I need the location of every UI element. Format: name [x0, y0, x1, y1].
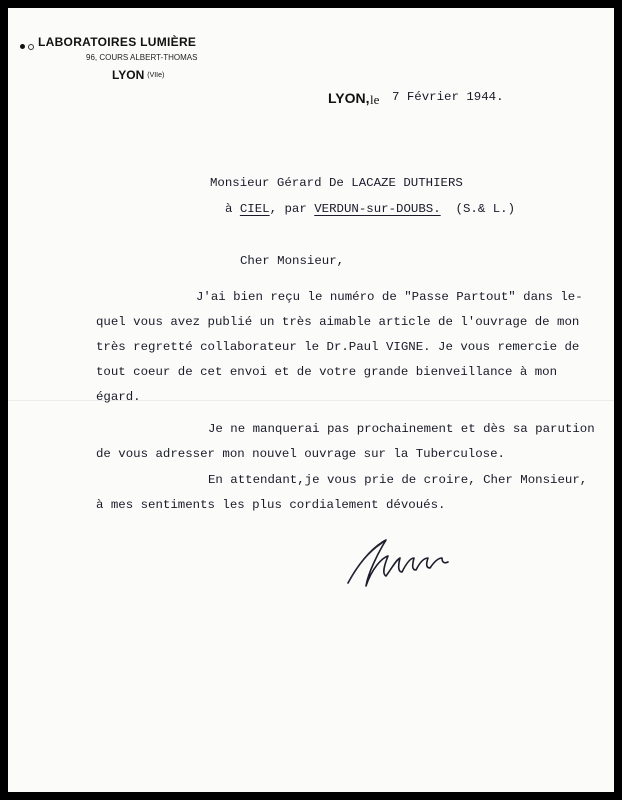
- salutation: Cher Monsieur,: [240, 254, 345, 268]
- recipient-mid: , par: [269, 202, 307, 216]
- body-line: tout coeur de cet envoi et de votre grande bienveillance à mon: [96, 365, 558, 379]
- company-name: LABORATOIRES LUMIÈRE: [38, 35, 197, 49]
- body-line: En attendant,je vous prie de croire, Cher Monsieur,: [208, 473, 588, 487]
- body-line: égard.: [96, 390, 141, 404]
- company-district: (VIIe): [147, 72, 165, 79]
- handwritten-signature-icon: [338, 528, 468, 598]
- recipient-town: VERDUN-sur-DOUBS.: [314, 202, 441, 216]
- date-le: le: [370, 92, 380, 107]
- body-line: de vous adresser mon nouvel ouvrage sur la Tuberculose.: [96, 447, 505, 461]
- body-line: très regretté collaborateur le Dr.Paul VIGNE. Je vous remercie de: [96, 340, 580, 354]
- body-line: Je ne manquerai pas prochainement et dès sa parution: [208, 422, 595, 436]
- letter-sheet: [8, 8, 614, 792]
- body-line: à mes sentiments les plus cordialement dévoués.: [96, 498, 446, 512]
- body-line: J'ai bien reçu le numéro de "Passe Partout" dans le-: [196, 290, 583, 304]
- recipient-prefix: à: [225, 202, 233, 216]
- recipient-dept: (S.& L.): [455, 202, 516, 216]
- company-city: [112, 68, 164, 82]
- company-street: 96, COURS ALBERT-THOMAS: [86, 53, 198, 62]
- company-city-name: LYON: [112, 68, 145, 82]
- letterhead-circle-icon: [28, 44, 34, 50]
- date-value: 7 Février 1944.: [392, 90, 504, 104]
- body-line: quel vous avez publié un très aimable article de l'ouvrage de mon: [96, 315, 580, 329]
- date-place: LYON,: [328, 90, 370, 106]
- letterhead-dot-icon: [20, 44, 25, 49]
- recipient-place: CIEL: [239, 202, 270, 216]
- recipient-line-1: Monsieur Gérard De LACAZE DUTHIERS: [210, 176, 463, 190]
- recipient-line-2: [225, 202, 515, 216]
